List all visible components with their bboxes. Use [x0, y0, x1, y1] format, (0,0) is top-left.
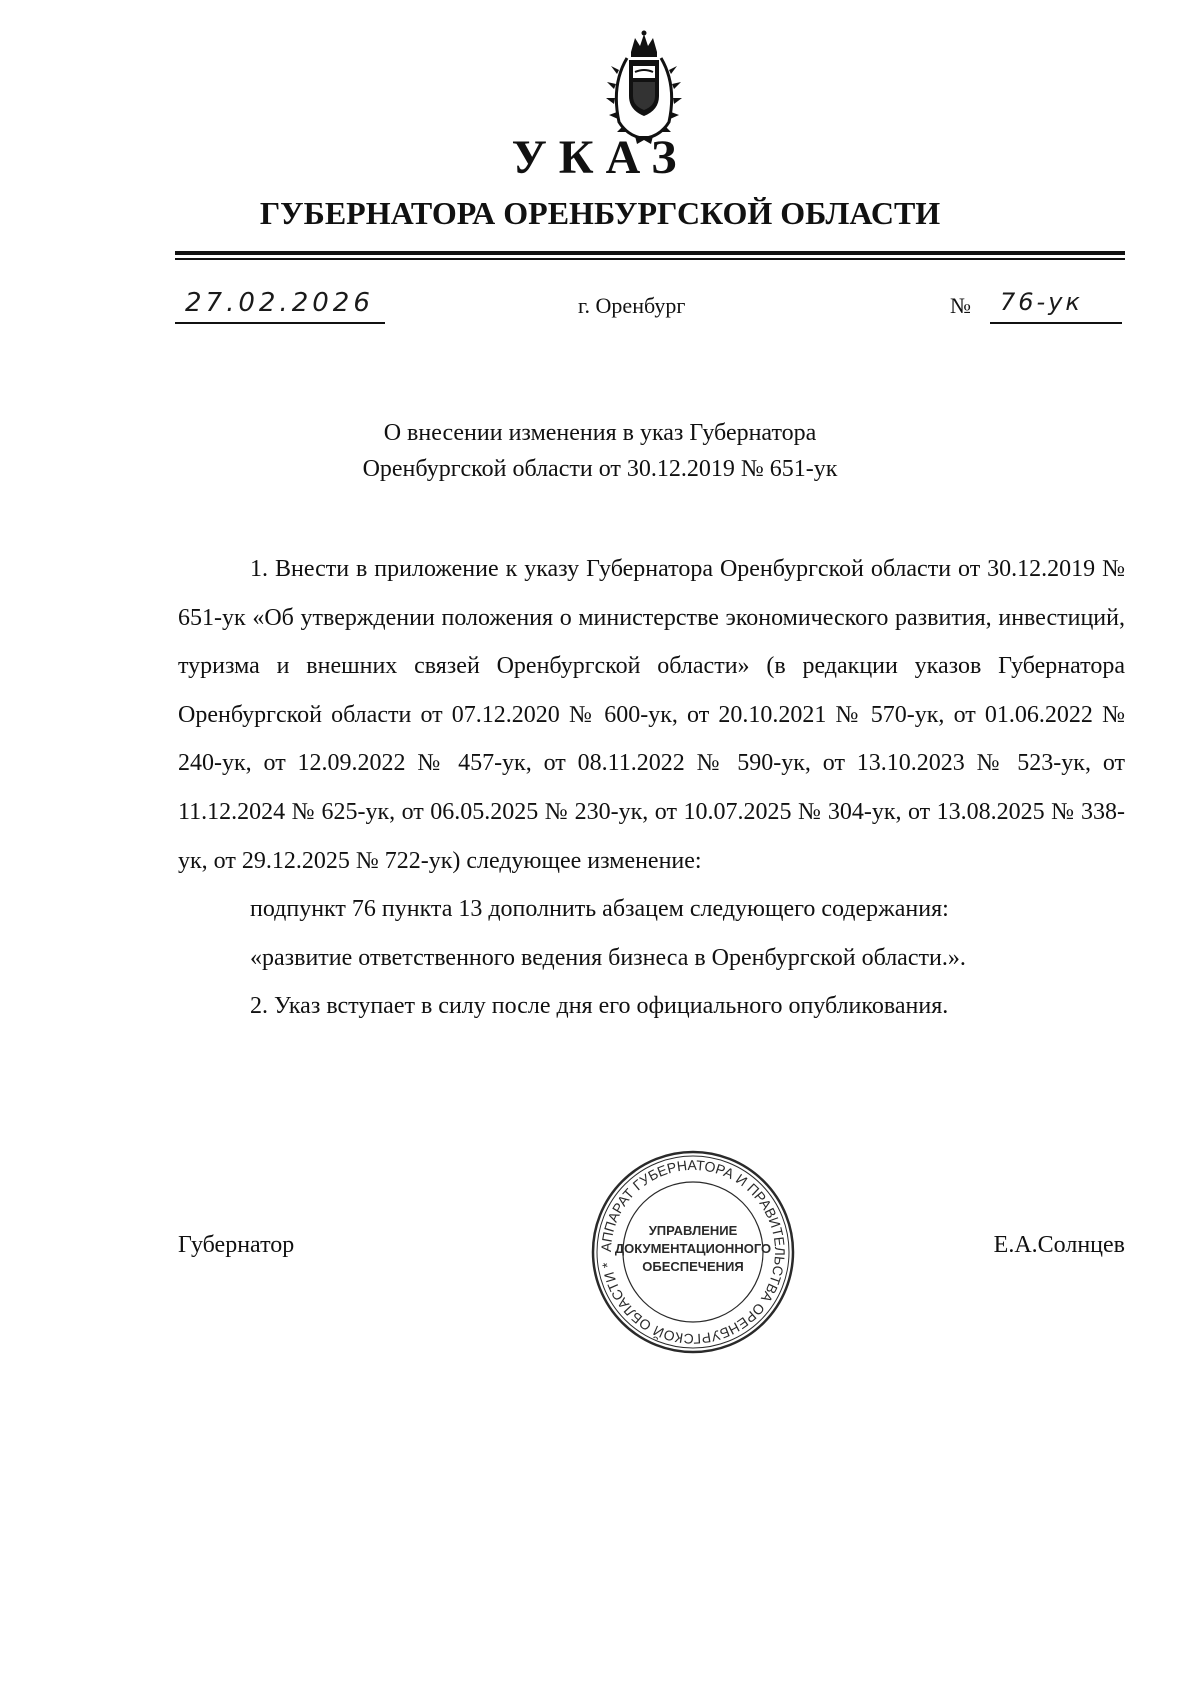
paragraph-3: «развитие ответственного ведения бизнеса в Оренбургской области.». [250, 944, 966, 971]
stamp-center-line-3: ОБЕСПЕЧЕНИЯ [642, 1259, 744, 1274]
stamp-ring-text: АППАРАТ ГУБЕРНАТОРА И ПРАВИТЕЛЬСТВА ОРЕНБУРГСКОЙ ОБЛАСТИ * [597, 1156, 789, 1348]
paragraph-4: 2. Указ вступает в силу после дня его официального опубликования. [250, 993, 949, 1020]
stamp-center-line-2: ДОКУМЕНТАЦИОННОГО [614, 1241, 772, 1256]
header-divider [175, 251, 1125, 255]
date-underline [175, 322, 385, 324]
heading-line-2: Оренбургской области от 30.12.2019 № 651-ук [362, 456, 838, 482]
paragraph-2: подпункт 76 пункта 13 дополнить абзацем следующего содержания: [250, 896, 949, 923]
stamp-center-line-1: УПРАВЛЕНИЕ [648, 1223, 738, 1238]
official-stamp [588, 1147, 798, 1357]
handwritten-date: 27.02.2026 [185, 288, 374, 318]
decree-heading [0, 415, 1200, 487]
city-label: г. Оренбург [578, 293, 686, 318]
handwritten-number: 76-ук [1000, 288, 1083, 316]
header-divider-thin [175, 258, 1125, 260]
decree-body [178, 545, 1125, 1031]
signatory-title: Губернатор [178, 1232, 295, 1258]
paragraph-1: 1. Внести в приложение к указу Губернатора Оренбургской области от 30.12.2019 № 651-ук «Об утверждении положения о министерстве экономического развития, инвестиций, туризма и внешних связей Оренбургской области» (в редакции указов Губернатора Оренбургской области от 07.12.2020 № 600-ук, от 20.10.2021 № 570-ук, от 01.06.2022 № 240-ук, от 12.09.2022 № 457-ук, от 08.11.2022 № 590-ук, от 13.10.2023 № 523-ук, от 11.12.2024 № 625-ук, от 06.05.2025 № 230-ук, от 10.07.2025 № 304-ук, от 13.08.2025 № 338-ук, от 29.12.2025 № 722-ук) следующее изменение: [178, 556, 1125, 874]
heading-line-1: О внесении изменения в указ Губернатора [383, 420, 817, 446]
number-underline [990, 322, 1122, 324]
date-field [175, 290, 385, 320]
number-label: № [950, 293, 971, 318]
document-type-title: УКАЗ [511, 131, 689, 184]
signatory-name: Е.А.Солнцев [993, 1232, 1125, 1258]
issuer-title: ГУБЕРНАТОРА ОРЕНБУРГСКОЙ ОБЛАСТИ [259, 195, 941, 231]
